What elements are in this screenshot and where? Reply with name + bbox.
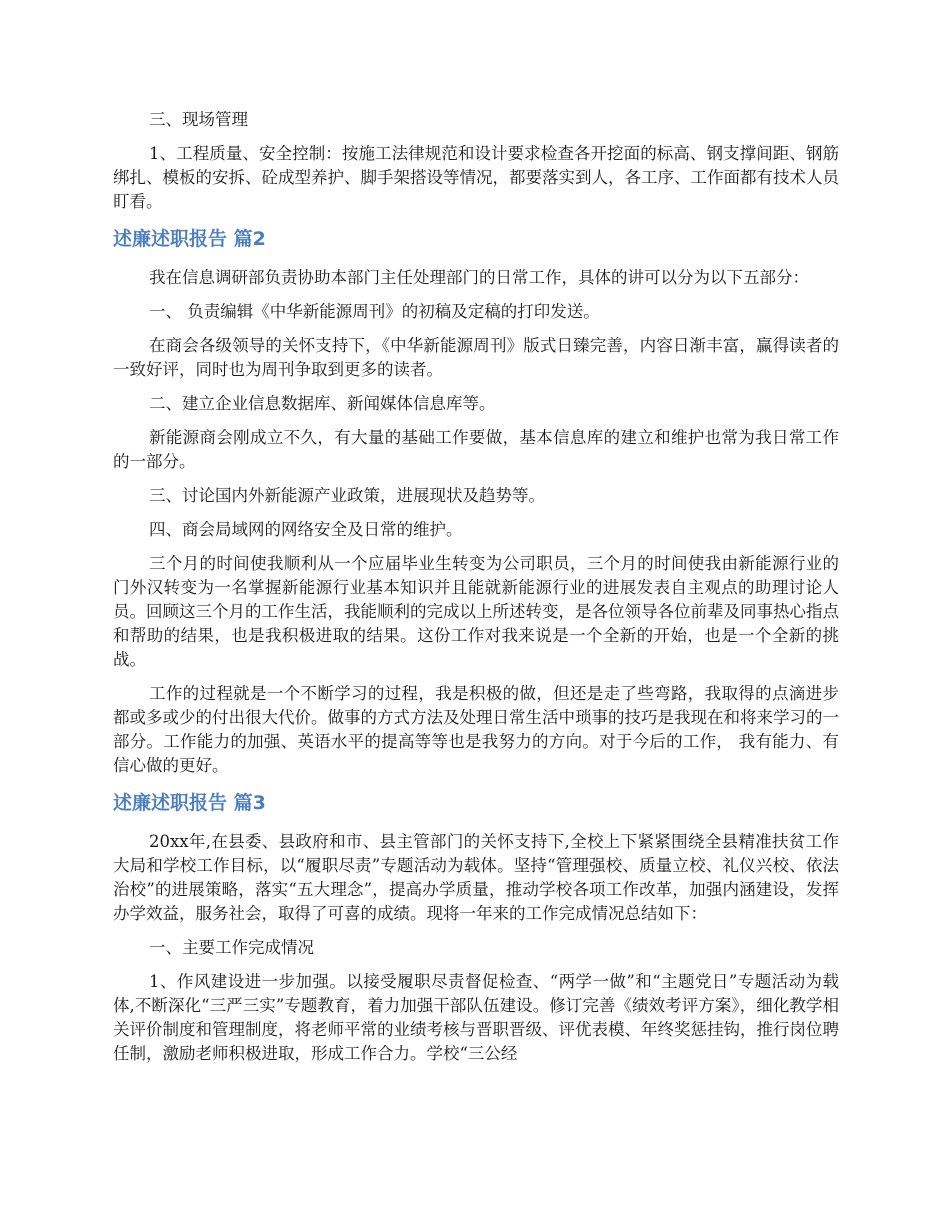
paragraph: 我在信息调研部负责协助本部门主任处理部门的日常工作，具体的讲可以分为以下五部分： [149, 268, 809, 287]
paragraph: 二、建立企业信息数据库、新闻媒体信息库等。 [149, 394, 496, 413]
paragraph: 一、主要工作完成情况 [149, 938, 314, 957]
paragraph: 三、现场管理 [149, 110, 248, 129]
paragraph: 工作的过程就是一个不断学习的过程，我是积极的做，但还是走了些弯路，我取得的点滴进步都或多或少的付出很大代价。做事的方式方法及处理日常生活中琐事的技巧是我现在和将来学习的一部分。工作能力的加强、英语水平的提高等等也是我努力的方向。对于今后的工作， 我有能力、有信心做的更好。 [113, 684, 839, 775]
paragraph: 一、 负责编辑《中华新能源周刊》的初稿及定稿的打印发送。 [149, 302, 600, 321]
paragraph: 四、商会局域网的网络安全及日常的维护。 [149, 520, 463, 539]
paragraph: 新能源商会刚成立不久，有大量的基础工作要做，基本信息库的建立和维护也常为我日常工作的一部分。 [113, 428, 839, 471]
paragraph: 三个月的时间使我顺利从一个应届毕业生转变为公司职员，三个月的时间使我由新能源行业的门外汉转变为一名掌握新能源行业基本知识并且能就新能源行业的进展发表自主观点的助理讨论人员。回顾这三个月的工作生活，我能顺利的完成以上所述转变，是各位领导各位前辈及同事热心指点和帮助的结果，也是我积极进取的结果。这份工作对我来说是一个全新的开始，也是一个全新的挑战。 [113, 554, 839, 669]
section-heading: 述廉述职报告 篇2 [113, 228, 266, 250]
paragraph: 在商会各级领导的关怀支持下，《中华新能源周刊》版式日臻完善，内容日渐丰富，赢得读者的一致好评，同时也为周刊争取到更多的读者。 [113, 336, 839, 379]
section-heading: 述廉述职报告 篇3 [113, 792, 266, 814]
paragraph: 20xx年,在县委、县政府和市、县主管部门的关怀支持下,全校上下紧紧围绕全县精准扶贫工作大局和学校工作目标，以“履职尽责”专题活动为载体。坚持“管理强校、质量立校、礼仪兴校、依法治校”的进展策略，落实“五大理念”，提高办学质量，推动学校各项工作改革，加强内涵建设，发挥办学效益，服务社会，取得了可喜的成绩。现将一年来的工作完成情况总结如下： [113, 832, 839, 923]
paragraph: 三、讨论国内外新能源产业政策，进展现状及趋势等。 [149, 486, 545, 505]
document-page [113, 108, 839, 1076]
paragraph: 1、作风建设进一步加强。以接受履职尽责督促检查、“两学一做”和“主题党日”专题活动为载体,不断深化“三严三实”专题教育，着力加强干部队伍建设。修订完善《绩效考评方案》，细化教学相关评价制度和管理制度，将老师平常的业绩考核与晋职晋级、评优表模、年终奖惩挂钩，推行岗位聘任制，激励老师积极进取，形成工作合力。学校“三公经 [113, 972, 839, 1063]
paragraph: 1、工程质量、安全控制：按施工法律规范和设计要求检查各开挖面的标高、钢支撑间距、钢筋绑扎、模板的安拆、砼成型养护、脚手架搭设等情况，都要落实到人，各工序、工作面都有技术人员盯看。 [113, 144, 839, 211]
